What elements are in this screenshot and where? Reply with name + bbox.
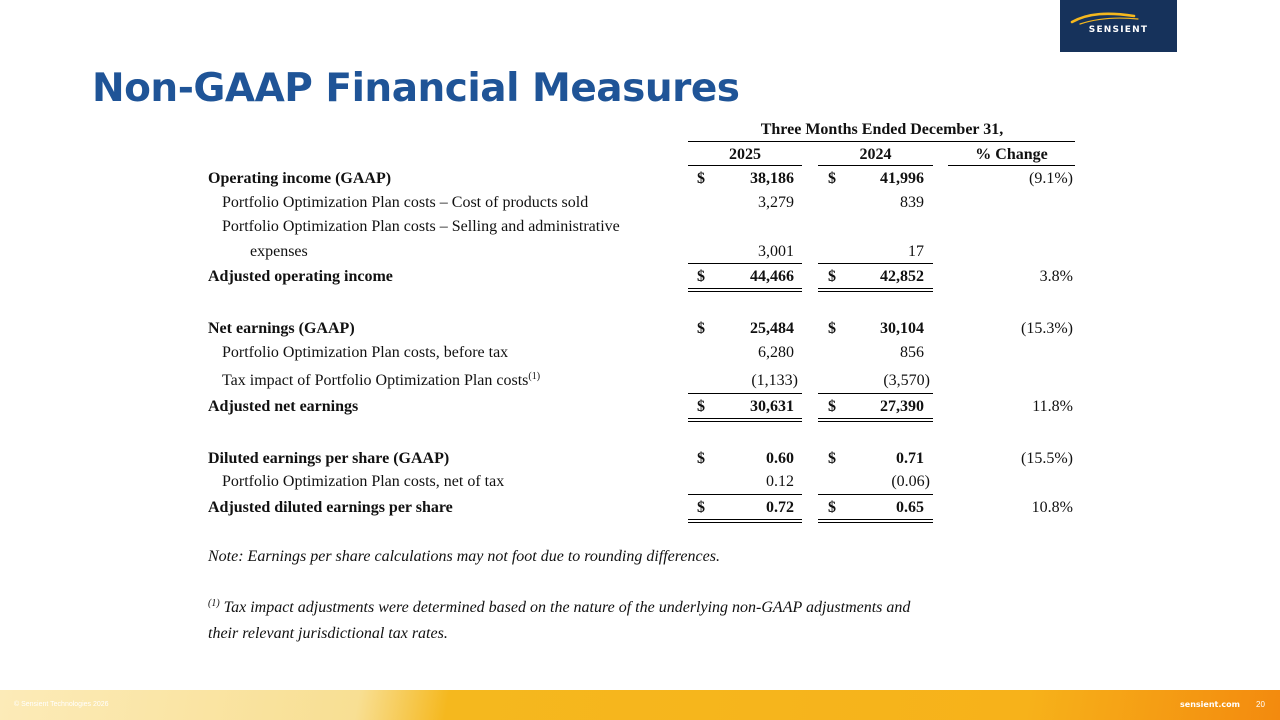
row-label: Adjusted net earnings [208, 398, 359, 415]
subtotal-rule-2025 [688, 263, 802, 264]
currency-symbol: $ [697, 268, 705, 285]
subtotal-rule-2024 [818, 263, 933, 264]
total-rule-2025 [688, 519, 802, 523]
row-label: Adjusted operating income [208, 268, 393, 285]
value-2024: 30,104 [880, 320, 924, 337]
currency-symbol: $ [697, 320, 705, 337]
percent-change: 10.8% [1031, 499, 1073, 516]
value-2024: 0.65 [896, 499, 924, 516]
value-2025: 0.72 [766, 499, 794, 516]
footer-bar [0, 690, 1280, 720]
currency-symbol: $ [828, 170, 836, 187]
value-2025: 6,280 [758, 344, 794, 361]
row-label: Tax impact of Portfolio Optimization Plan costs [222, 372, 529, 389]
row-label: Diluted earnings per share (GAAP) [208, 450, 450, 467]
value-2025: 30,631 [750, 398, 794, 415]
page-number: 20 [1256, 700, 1265, 709]
row-label: Operating income (GAAP) [208, 170, 392, 187]
percent-change: (15.5%) [1021, 450, 1073, 467]
percent-change: (15.3%) [1021, 320, 1073, 337]
value-2024: 839 [900, 194, 924, 211]
value-2025: 25,484 [750, 320, 794, 337]
currency-symbol: $ [697, 170, 705, 187]
value-2025: 3,279 [758, 194, 794, 211]
subtotal-rule-2024 [818, 393, 933, 394]
website-link[interactable]: sensient.com [1180, 700, 1240, 709]
percent-change: (9.1%) [1029, 170, 1073, 187]
column-rule-2024 [818, 165, 933, 166]
value-2024: (3,570) [883, 372, 930, 389]
currency-symbol: $ [828, 398, 836, 415]
sensient-logo [1060, 0, 1177, 52]
total-rule-2025 [688, 288, 802, 292]
period-header: Three Months Ended December 31, [760, 121, 1004, 138]
value-2024: 27,390 [880, 398, 924, 415]
total-rule-2024 [818, 519, 933, 523]
currency-symbol: $ [828, 499, 836, 516]
column-header-2025: 2025 [729, 146, 761, 163]
percent-change: 11.8% [1032, 398, 1073, 415]
value-2025: 44,466 [750, 268, 794, 285]
footnote-continuation: their relevant jurisdictional tax rates. [208, 625, 448, 642]
page-title: Non-GAAP Financial Measures [92, 66, 740, 111]
footnote-marker: (1) [208, 598, 220, 609]
value-2025: (1,133) [751, 372, 798, 389]
column-rule-2025 [688, 165, 802, 166]
percent-change: 3.8% [1039, 268, 1073, 285]
logo-wordmark: SENSIENT [1088, 25, 1149, 35]
column-rule-change [948, 165, 1075, 166]
copyright-text: © Sensient Technologies 2026 [14, 701, 109, 708]
currency-symbol: $ [697, 398, 705, 415]
currency-symbol: $ [697, 499, 705, 516]
value-2025: 0.60 [766, 450, 794, 467]
footnote-text: Tax impact adjustments were determined based on the nature of the underlying non-GAAP adjustments and [219, 599, 911, 616]
value-2024: (0.06) [891, 473, 930, 490]
swoosh-icon [1068, 10, 1168, 26]
value-2024: 0.71 [896, 450, 924, 467]
currency-symbol: $ [697, 450, 705, 467]
row-label-with-footnote [222, 372, 540, 390]
value-2025: 0.12 [766, 473, 794, 490]
subtotal-rule-2024 [818, 494, 933, 495]
footnote-marker: (1) [528, 371, 541, 382]
total-rule-2024 [818, 288, 933, 292]
total-rule-2025 [688, 418, 802, 422]
subtotal-rule-2025 [688, 393, 802, 394]
currency-symbol: $ [828, 450, 836, 467]
row-label: expenses [250, 243, 308, 260]
row-label: Portfolio Optimization Plan costs – Selling and administrative [222, 218, 620, 235]
footnote [208, 599, 910, 617]
value-2024: 856 [900, 344, 924, 361]
rounding-note: Note: Earnings per share calculations may not foot due to rounding differences. [208, 548, 720, 565]
column-header-change: % Change [975, 146, 1048, 163]
value-2024: 41,996 [880, 170, 924, 187]
row-label: Portfolio Optimization Plan costs, before tax [222, 344, 509, 361]
row-label: Adjusted diluted earnings per share [208, 499, 453, 516]
total-rule-2024 [818, 418, 933, 422]
row-label: Portfolio Optimization Plan costs – Cost of products sold [222, 194, 589, 211]
value-2025: 38,186 [750, 170, 794, 187]
value-2024: 17 [908, 243, 924, 260]
value-2025: 3,001 [758, 243, 794, 260]
row-label: Net earnings (GAAP) [208, 320, 355, 337]
column-header-2024: 2024 [859, 146, 892, 163]
value-2024: 42,852 [880, 268, 924, 285]
currency-symbol: $ [828, 320, 836, 337]
header-rule [688, 141, 1075, 142]
subtotal-rule-2025 [688, 494, 802, 495]
row-label: Portfolio Optimization Plan costs, net of tax [222, 473, 505, 490]
currency-symbol: $ [828, 268, 836, 285]
